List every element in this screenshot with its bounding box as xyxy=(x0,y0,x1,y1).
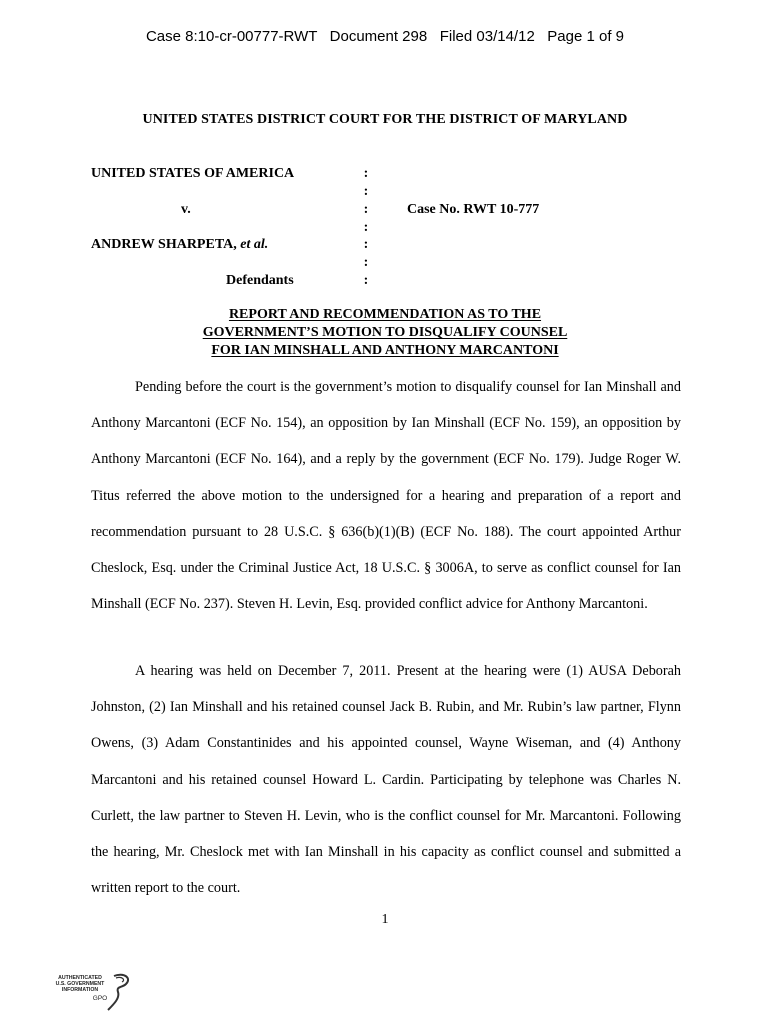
caption-colon: : xyxy=(363,273,369,288)
defendant-etal: et al. xyxy=(240,237,269,252)
body-paragraph-2 xyxy=(91,653,681,906)
eagle-icon xyxy=(108,975,128,1010)
paragraph-text: A hearing was held on December 7, 2011. Present at the hearing were (1) AUSA Deborah Johnston, (2) Ian Minshall and his retained counsel Jack B. Rubin, and Mr. Rubin’s law partner, Flynn Owens, (3) Adam Constantinides and his appointed counsel, Wayne Wiseman, and (4) Anthony Marcantoni and his retained counsel Howard L. Cardin. Participating by telephone was Charles N. Curlett, the law partner to Steven H. Levin, who is the conflict counsel for Mr. Marcantoni. Following the hearing, Mr. Cheslock met with Ian Minshall in his capacity as conflict counsel and submitted a written report to the court. xyxy=(91,663,681,897)
gpo-logo-text: AUTHENTICATED xyxy=(58,975,102,981)
defendant-name-text: ANDREW SHARPETA, xyxy=(91,237,237,252)
gpo-logo-text: INFORMATION xyxy=(61,987,99,993)
paragraph-text: Pending before the court is the government’s motion to disqualify counsel for Ian Minshall and Anthony Marcantoni (ECF No. 154), an opposition by Ian Minshall (ECF No. 159), an opposition by Anthony Marcantoni (ECF No. 164), and a reply by the government (ECF No. 179). Judge Roger W. Titus referred the above motion to the undersigned for a hearing and preparation of a report and recommendation pursuant to 28 U.S.C. § 636(b)(1)(B) (ECF No. 188). The court appointed Arthur Cheslock, Esq. under the Criminal Justice Act, 18 U.S.C. § 3006A, to serve as conflict counsel for Ian Minshall (ECF No. 237). Steven H. Levin, Esq. provided conflict advice for Anthony Marcantoni. xyxy=(91,379,681,613)
report-title-line: GOVERNMENT’S MOTION TO DISQUALIFY COUNSEL xyxy=(202,325,568,340)
page-number: 1 xyxy=(381,912,389,927)
caption-colon: : xyxy=(363,220,369,235)
gpo-logo-text: GPO xyxy=(92,995,108,1002)
body-paragraph-1 xyxy=(91,369,681,622)
versus-label: v. xyxy=(181,202,191,217)
caption-colon: : xyxy=(363,255,369,270)
gpo-logo-text: U.S. GOVERNMENT xyxy=(55,981,105,987)
eagle-wing-icon xyxy=(116,977,124,982)
caption-colon: : xyxy=(363,166,369,181)
case-number: Case No. RWT 10-777 xyxy=(407,202,540,217)
plaintiff-name: UNITED STATES OF AMERICA xyxy=(91,166,295,181)
caption-colon: : xyxy=(363,237,369,252)
defendant-name xyxy=(91,237,268,253)
caption-colon: : xyxy=(363,202,369,217)
caption-colon: : xyxy=(363,184,369,199)
court-title: UNITED STATES DISTRICT COURT FOR THE DISTRICT OF MARYLAND xyxy=(142,112,628,127)
report-title xyxy=(0,306,770,360)
report-title-line: FOR IAN MINSHALL AND ANTHONY MARCANTONI xyxy=(211,343,559,358)
gpo-authentication-logo xyxy=(44,970,134,1016)
document-header-stamp: Case 8:10-cr-00777-RWT Document 298 Filed 03/14/12 Page 1 of 9 xyxy=(145,28,625,45)
report-title-line: REPORT AND RECOMMENDATION AS TO THE xyxy=(228,307,542,322)
defendants-label: Defendants xyxy=(226,273,294,288)
